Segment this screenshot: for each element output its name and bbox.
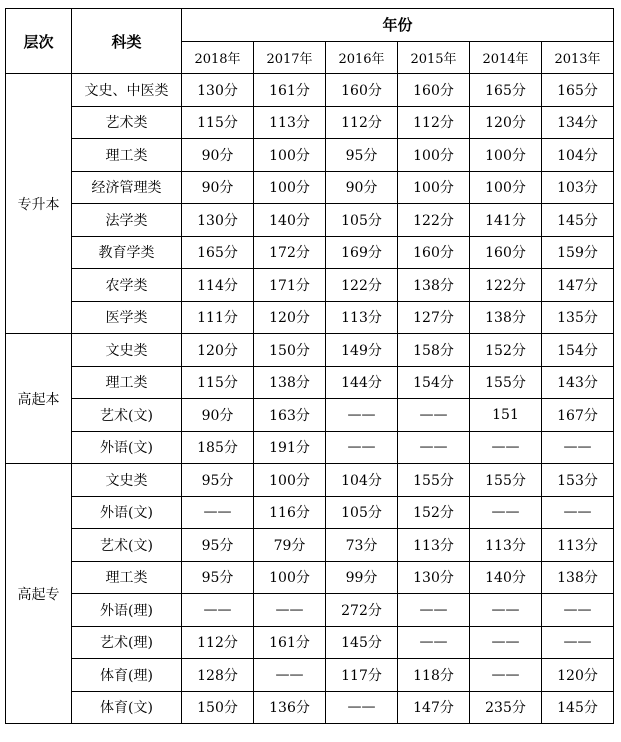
table-row [6,74,614,107]
category-cell: 文史、中医类 [72,74,182,107]
score-cell: 122分 [398,204,470,237]
level-cell: 专升本 [6,74,72,334]
score-cell: 154分 [398,366,470,399]
score-cell: 138分 [398,269,470,302]
category-cell: 法学类 [72,204,182,237]
category-cell: 体育(文) [72,691,182,724]
year-header: 2013年 [542,41,614,74]
score-cell: 114分 [182,269,254,302]
table-row [6,659,614,692]
score-cell: 191分 [254,431,326,464]
score-cell: 73分 [326,529,398,562]
score-cell: 165分 [182,236,254,269]
score-cell: 90分 [182,171,254,204]
score-cell: —— [254,594,326,627]
score-cell: 147分 [398,691,470,724]
score-cell: —— [326,691,398,724]
score-cell: —— [470,659,542,692]
score-cell: 140分 [254,204,326,237]
score-cell: 100分 [398,139,470,172]
score-cell: 169分 [326,236,398,269]
score-cell: 100分 [254,171,326,204]
score-cell: 151 [470,399,542,432]
score-cell: 160分 [326,74,398,107]
year-header: 2017年 [254,41,326,74]
category-cell: 艺术(文) [72,529,182,562]
score-cell: 112分 [326,106,398,139]
score-cell: 152分 [470,334,542,367]
score-cell: —— [398,594,470,627]
score-cell: 79分 [254,529,326,562]
table-row [6,496,614,529]
table-row [6,236,614,269]
score-cell: 90分 [182,399,254,432]
category-cell: 外语(文) [72,431,182,464]
score-cell: —— [254,659,326,692]
year-group-header: 年份 [182,9,614,42]
table-row [6,399,614,432]
level-cell: 高起专 [6,464,72,724]
year-header: 2014年 [470,41,542,74]
score-cell: 95分 [326,139,398,172]
score-cell: 143分 [542,366,614,399]
table-row [6,139,614,172]
score-cell: 160分 [398,74,470,107]
score-cell: 145分 [326,626,398,659]
category-cell: 理工类 [72,561,182,594]
score-cell: 158分 [398,334,470,367]
level-cell: 高起本 [6,334,72,464]
score-cell: —— [470,431,542,464]
score-cell: 115分 [182,106,254,139]
score-cell: —— [182,496,254,529]
category-cell: 医学类 [72,301,182,334]
score-table [5,8,614,724]
score-cell: 165分 [542,74,614,107]
score-cell: 111分 [182,301,254,334]
score-cell: —— [542,496,614,529]
score-cell: 145分 [542,204,614,237]
category-cell: 外语(理) [72,594,182,627]
table-row [6,334,614,367]
score-cell: 120分 [470,106,542,139]
score-cell: 141分 [470,204,542,237]
score-cell: 152分 [398,496,470,529]
score-cell: —— [182,594,254,627]
score-cell: 127分 [398,301,470,334]
score-cell: 185分 [182,431,254,464]
score-cell: 161分 [254,74,326,107]
table-row [6,106,614,139]
score-cell: 147分 [542,269,614,302]
score-cell: 167分 [542,399,614,432]
category-cell: 艺术类 [72,106,182,139]
score-cell: 116分 [254,496,326,529]
score-cell: 105分 [326,204,398,237]
table-row [6,594,614,627]
score-cell: 95分 [182,464,254,497]
score-cell: 171分 [254,269,326,302]
score-cell: 118分 [398,659,470,692]
score-cell: 113分 [398,529,470,562]
score-cell: 130分 [182,74,254,107]
table-row [6,561,614,594]
score-cell: 172分 [254,236,326,269]
category-cell: 教育学类 [72,236,182,269]
score-cell: 130分 [398,561,470,594]
score-cell: 235分 [470,691,542,724]
score-cell: 95分 [182,529,254,562]
score-cell: —— [326,399,398,432]
category-cell: 理工类 [72,366,182,399]
table-row [6,529,614,562]
category-header: 科类 [72,9,182,74]
score-cell: 163分 [254,399,326,432]
score-cell: 103分 [542,171,614,204]
score-cell: 95分 [182,561,254,594]
score-cell: 113分 [470,529,542,562]
score-cell: 161分 [254,626,326,659]
score-cell: —— [326,431,398,464]
score-cell: 112分 [182,626,254,659]
score-cell: 90分 [326,171,398,204]
score-cell: 159分 [542,236,614,269]
table-body [6,74,614,724]
category-cell: 艺术(文) [72,399,182,432]
score-cell: —— [542,594,614,627]
score-cell: —— [470,626,542,659]
score-cell: 134分 [542,106,614,139]
score-cell: 117分 [326,659,398,692]
category-cell: 文史类 [72,334,182,367]
score-cell: —— [542,626,614,659]
score-cell: 145分 [542,691,614,724]
level-header: 层次 [6,9,72,74]
score-cell: 104分 [542,139,614,172]
score-cell: 154分 [542,334,614,367]
score-cell: —— [542,431,614,464]
score-cell: 150分 [254,334,326,367]
score-cell: 144分 [326,366,398,399]
category-cell: 艺术(理) [72,626,182,659]
year-header: 2018年 [182,41,254,74]
score-cell: 122分 [470,269,542,302]
score-cell: 136分 [254,691,326,724]
score-cell: 140分 [470,561,542,594]
score-cell: 100分 [470,171,542,204]
score-cell: 100分 [470,139,542,172]
score-cell: 153分 [542,464,614,497]
score-cell: 113分 [254,106,326,139]
score-cell: 100分 [254,561,326,594]
score-cell: 113分 [326,301,398,334]
score-cell: —— [398,399,470,432]
score-cell: 100分 [254,139,326,172]
score-cell: 155分 [398,464,470,497]
year-header: 2015年 [398,41,470,74]
score-cell: 120分 [542,659,614,692]
score-cell: 120分 [182,334,254,367]
score-cell: 100分 [254,464,326,497]
table-row [6,301,614,334]
score-cell: 113分 [542,529,614,562]
category-cell: 农学类 [72,269,182,302]
category-cell: 外语(文) [72,496,182,529]
score-cell: 160分 [398,236,470,269]
score-cell: 120分 [254,301,326,334]
score-cell: 160分 [470,236,542,269]
score-cell: 104分 [326,464,398,497]
score-cell: 138分 [542,561,614,594]
table-row [6,204,614,237]
category-cell: 理工类 [72,139,182,172]
score-cell: 105分 [326,496,398,529]
score-cell: 135分 [542,301,614,334]
score-cell: 272分 [326,594,398,627]
score-cell: 128分 [182,659,254,692]
category-cell: 文史类 [72,464,182,497]
score-cell: —— [398,431,470,464]
score-cell: 150分 [182,691,254,724]
score-cell: 99分 [326,561,398,594]
table-row [6,431,614,464]
score-cell: —— [470,594,542,627]
score-cell: —— [470,496,542,529]
score-cell: 155分 [470,464,542,497]
score-cell: 138分 [254,366,326,399]
score-cell: 155分 [470,366,542,399]
table-row [6,691,614,724]
score-cell: 100分 [398,171,470,204]
table-row [6,626,614,659]
score-cell: 138分 [470,301,542,334]
table-row [6,171,614,204]
score-cell: 90分 [182,139,254,172]
table-row [6,366,614,399]
score-cell: 149分 [326,334,398,367]
score-cell: 115分 [182,366,254,399]
score-cell: 122分 [326,269,398,302]
category-cell: 体育(理) [72,659,182,692]
score-cell: —— [398,626,470,659]
table-row [6,464,614,497]
score-cell: 130分 [182,204,254,237]
year-header: 2016年 [326,41,398,74]
score-cell: 165分 [470,74,542,107]
header-row [6,9,614,42]
table-row [6,269,614,302]
score-cell: 112分 [398,106,470,139]
category-cell: 经济管理类 [72,171,182,204]
